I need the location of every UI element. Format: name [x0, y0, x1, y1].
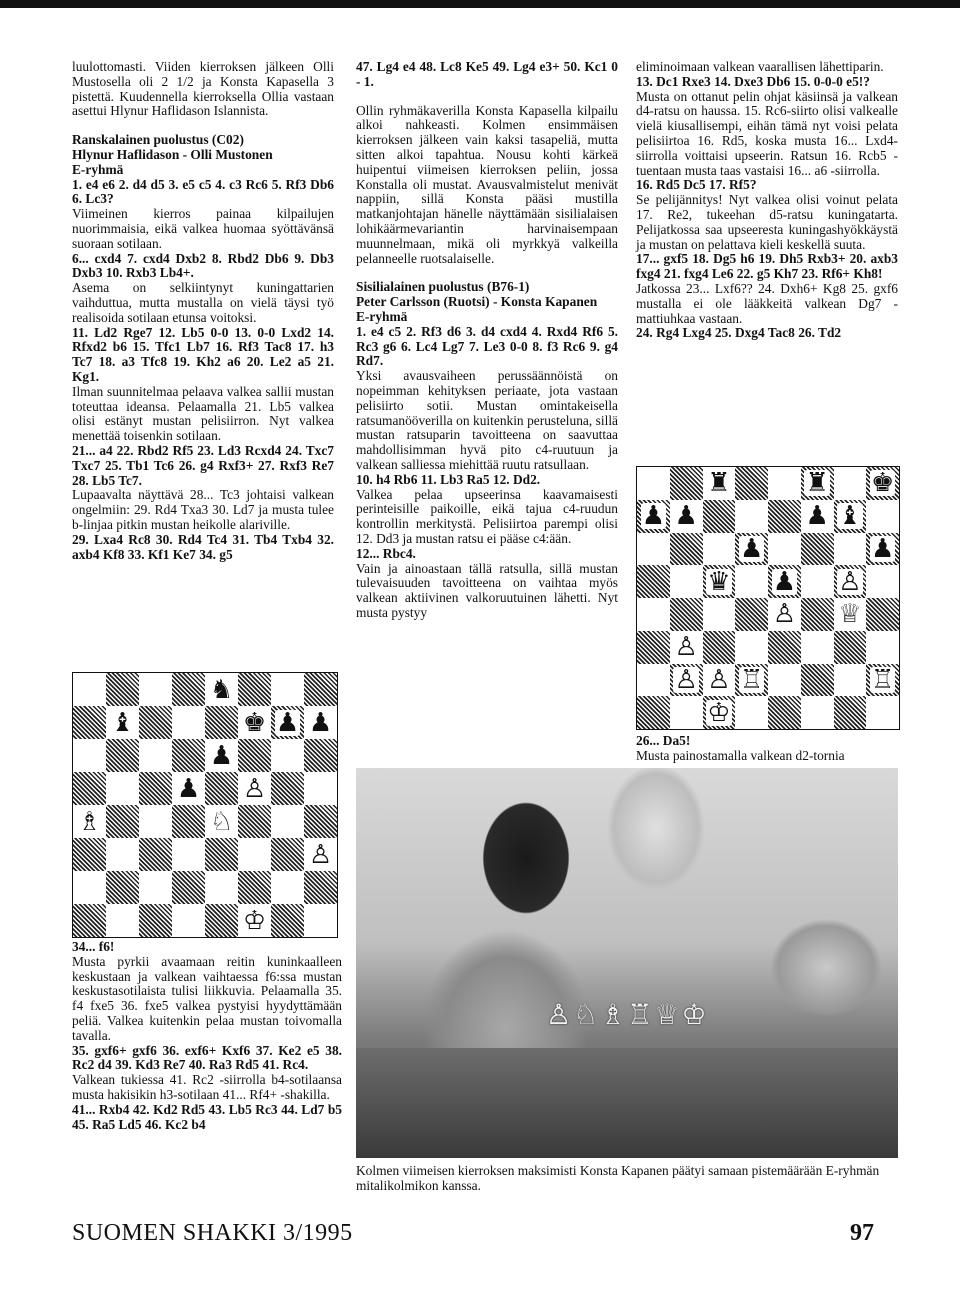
column3-paragraph: Jatkossa 23... Lxf6?? 24. Dxh6+ Kg8 25. gxf6 mustalla ei ole lääkkeitä valkean Dg7 -mattiuhkaa vastaan.	[636, 280, 898, 326]
board-square	[238, 772, 271, 805]
board-square	[768, 467, 801, 500]
board-square	[172, 904, 205, 937]
chess-piece-icon: ♘	[209, 806, 234, 837]
board-square	[106, 706, 139, 739]
page-number: 97	[850, 1220, 874, 1246]
board-square	[703, 631, 736, 664]
board-square	[271, 904, 304, 937]
column2-paragraph: 47. Lg4 e4 48. Lc8 Ke5 49. Lg4 e3+ 50. Kc1 0 - 1.	[356, 59, 618, 89]
chess-piece-icon: ♟	[176, 773, 201, 804]
board-square	[139, 805, 172, 838]
chess-piece-icon: ♟	[308, 707, 333, 738]
chess-piece-icon: ♟	[209, 740, 234, 771]
board-square	[73, 739, 106, 772]
board-square	[304, 772, 337, 805]
board-square	[637, 598, 670, 631]
board-square	[205, 739, 238, 772]
board-square	[801, 500, 834, 533]
photo-table	[356, 1048, 898, 1158]
chess-diagram-1	[72, 672, 338, 938]
column3-paragraph: 16. Rd5 Dc5 17. Rf5?	[636, 177, 757, 193]
board-square	[866, 565, 899, 598]
board-square	[670, 565, 703, 598]
column1b-paragraph: Valkean tukiessa 41. Rc2 -siirrolla b4-sotilaansa musta hakisikin h3-sotilaan 41... Rf4+ -shakilla.	[72, 1072, 342, 1102]
board-square	[637, 533, 670, 566]
board-square	[801, 696, 834, 729]
board-square	[139, 904, 172, 937]
board-square	[205, 772, 238, 805]
column1-paragraph: luulottomasti. Viiden kierroksen jälkeen Olli Mustosella oli 2 1/2 ja Konsta Kapasella 3 pistettä. Kuudennella kierroksella Ollia vastaan asettui Hlynur Haflidason Islannista.	[72, 59, 334, 119]
board-square	[670, 664, 703, 697]
board-square	[866, 467, 899, 500]
chess-piece-icon: ♟	[674, 501, 698, 532]
chess-piece-icon: ♝	[110, 707, 135, 738]
column2-paragraph: Vain ja ainoastaan tällä ratsulla, sillä mustan tulevaisuuden tavoitteena on vaihtaa myös valkean aktiivinen valkoruutuinen lähetti. Nyt musta pystyy	[356, 560, 618, 620]
chess-piece-icon: ♚	[242, 707, 267, 738]
column3-paragraph: Musta on ottanut pelin ohjat käsiinsä ja valkean d4-ratsu on haussa. 15. Rc6-siirto olisi valkealle vielä kiusallisempi, eihän tämä nyt voisi pelata pelisiirtoa 16. Rd5, koska musta 16... Lxd4-siirrolla voittaisi upseerin. Ratsun 16. Rcb5 -tuentaan musta taas vastaisi 16... a6 -siirrolla.	[636, 88, 898, 178]
board-square	[238, 673, 271, 706]
board-square	[670, 500, 703, 533]
diagram-2-text: Musta painostamalla valkean d2-tornia	[636, 747, 845, 763]
chess-piece-icon: ♜	[805, 468, 829, 499]
board-square	[768, 598, 801, 631]
board-square	[73, 706, 106, 739]
board-square	[801, 664, 834, 697]
board-square	[768, 500, 801, 533]
chess-piece-icon: ♕	[838, 599, 862, 630]
board-square	[834, 664, 867, 697]
board-square	[238, 706, 271, 739]
board-square	[703, 467, 736, 500]
chess-piece-icon: ♗	[77, 806, 102, 837]
board-square	[106, 904, 139, 937]
column1-paragraph: E-ryhmä	[72, 161, 124, 177]
column3-paragraph: eliminoimaan valkean vaarallisen lähettiparin.	[636, 59, 884, 74]
text-column-2	[356, 60, 618, 621]
board-square	[139, 772, 172, 805]
board-square	[238, 805, 271, 838]
board-square	[172, 673, 205, 706]
board-square	[73, 904, 106, 937]
board-square	[735, 533, 768, 566]
column1-paragraph: 1. e4 e6 2. d4 d5 3. e5 c5 4. c3 Rc6 5. Rf3 Db6 6. Lc3?	[72, 176, 334, 207]
column3-paragraph: 17... gxf5 18. Dg5 h6 19. Dh5 Rxb3+ 20. axb3 fxg4 21. fxg4 Le6 22. g5 Kh7 23. Rf6+ Kh8!	[636, 251, 898, 282]
tournament-photo	[356, 768, 898, 1158]
board-square	[637, 664, 670, 697]
board-square	[703, 598, 736, 631]
board-square	[73, 673, 106, 706]
board-square	[703, 533, 736, 566]
column2-paragraph: Valkea pelaa upseerinsa kaavamaisesti perinteisille paikoille, eikä tajua c4-ruudun kontrollin merkitystä. Pelisiirtoa parempi olisi 12. Dd3 ja mustan ratsu ei pääse c4:ään.	[356, 486, 618, 546]
board-square	[271, 673, 304, 706]
column2-paragraph: 12... Rbc4.	[356, 545, 416, 561]
board-square	[834, 631, 867, 664]
board-square	[106, 871, 139, 904]
column2-paragraph: E-ryhmä	[356, 308, 408, 324]
board-square	[703, 696, 736, 729]
board-square	[834, 500, 867, 533]
board-square	[866, 533, 899, 566]
column3-paragraph: Se pelijännitys! Nyt valkea olisi voinut pelata 17. Re2, tukeehan d5-ratsu kuningatarta. Pelijatkossa saa upseeresta kuningashyökkäystä ja mustan on pelattava kieli keskellä suuta.	[636, 192, 898, 252]
board-square	[703, 565, 736, 598]
board-square	[172, 739, 205, 772]
board-square	[703, 664, 736, 697]
board-square	[637, 467, 670, 500]
board-square	[768, 533, 801, 566]
chess-piece-icon: ♝	[838, 501, 862, 532]
column1-paragraph: 6... cxd4 7. cxd4 Dxb2 8. Rbd2 Db6 9. Db3 Dxb3 10. Rxb3 Lb4+.	[72, 250, 334, 281]
board-square	[271, 706, 304, 739]
board-square	[768, 664, 801, 697]
board-square	[139, 706, 172, 739]
column2-paragraph: Ollin ryhmäkaverilla Konsta Kapasella kilpailu alkoi nahkeasti. Kolmen ensimmäisen kierroksen jälkeen vain kaksi tasapeliä, mutta sitten alkoi tapahtua. Nousu kohti kärkeä huipentui viimeisen kierroksen peliin, jossa Konstalla oli mustat. Avausvalmistelut menivät nappiin, sillä Konsta pääsi mustilla matkanjohtajan hänelle näyttämään sisilialaisen lohikäärmevariantin harvinaisempaan muunnelmaan, mikä oli myrkkyä valkeilla pelanneelle ruotsalaiselle.	[356, 102, 618, 266]
text-column-3	[636, 60, 898, 341]
chess-piece-icon: ♙	[772, 599, 797, 630]
chess-piece-icon: ♙	[674, 664, 698, 695]
column1-paragraph: Hlynur Haflidason - Olli Mustonen	[72, 146, 273, 162]
board-square	[834, 533, 867, 566]
magazine-footer: SUOMEN SHAKKI 3/1995	[72, 1220, 353, 1246]
column1b-paragraph: 35. gxf6+ gxf6 36. exf6+ Kxf6 37. Ke2 e5 38. Rc2 d4 39. Kd3 Re7 40. Ra3 Rd5 41. Rc4.	[72, 1042, 342, 1073]
board-square	[304, 904, 337, 937]
board-square	[271, 805, 304, 838]
diagram-2-caption	[636, 734, 898, 764]
board-square	[73, 772, 106, 805]
board-square	[73, 805, 106, 838]
board-square	[735, 598, 768, 631]
board-square	[670, 696, 703, 729]
column2-paragraph: Yksi avausvaiheen perussäännöistä on nopeimman kehityksen periaate, jota vastaan pelisiirto sotii. Mustan omintakeisella ratsumanööverilla on kuitenkin perusteluna, sillä mustan ratsuparin tavoitteena on saavuttaa mahdollisimman hyvä pito c4-ruutuun ja valkean salliessa miehittää ruutu ratsullaan.	[356, 368, 618, 472]
text-column-1-continued	[72, 940, 342, 1132]
board-square	[703, 500, 736, 533]
board-square	[139, 673, 172, 706]
board-square	[205, 673, 238, 706]
chess-piece-icon: ♙	[674, 632, 698, 663]
chess-piece-icon: ♜	[707, 468, 731, 499]
board-square	[768, 565, 801, 598]
board-square	[801, 631, 834, 664]
chess-piece-icon: ♙	[838, 566, 862, 597]
chess-piece-icon: ♟	[870, 533, 895, 564]
chess-piece-icon: ♞	[209, 674, 234, 705]
board-square	[271, 772, 304, 805]
board-square	[172, 805, 205, 838]
board-square	[205, 871, 238, 904]
board-square	[801, 598, 834, 631]
board-square	[637, 696, 670, 729]
board-square	[73, 838, 106, 871]
board-square	[238, 838, 271, 871]
board-square	[834, 467, 867, 500]
board-square	[735, 664, 768, 697]
board-square	[735, 696, 768, 729]
board-square	[304, 673, 337, 706]
column1-paragraph: 29. Lxa4 Rc8 30. Rd4 Tc4 31. Tb4 Txb4 32. axb4 Kf8 33. Kf1 Ke7 34. g5	[72, 531, 334, 562]
board-square	[172, 706, 205, 739]
board-square	[106, 805, 139, 838]
board-square	[139, 871, 172, 904]
board-square	[670, 533, 703, 566]
board-square	[637, 631, 670, 664]
board-square	[801, 533, 834, 566]
board-square	[73, 871, 106, 904]
chess-piece-icon: ♔	[242, 905, 267, 936]
chess-piece-icon: ♟	[739, 533, 764, 564]
chess-piece-icon: ♟	[772, 566, 797, 597]
column1b-paragraph: 41... Rxb4 42. Kd2 Rd5 43. Lb5 Rc3 44. Ld7 b5 45. Ra5 Ld5 46. Kc2 b4	[72, 1101, 342, 1132]
column1b-paragraph: Musta pyrkii avaamaan reitin kuninkaalleen keskustaan ja valkean vaihtaessa f6:ssa mustan keskustasotilaista tulisi liikkuvia. Pelaamalla 35. f4 fxe5 36. fxe5 valkea pystyisi hyydyttämään peliä. Valkea kuitenkin pelaa mustan toivomalla tavalla.	[72, 953, 342, 1043]
top-rule	[0, 0, 960, 8]
column3-paragraph: 13. Dc1 Rxe3 14. Dxe3 Db6 15. 0-0-0 e5!?	[636, 73, 870, 89]
column3-paragraph: 24. Rg4 Lxg4 25. Dxg4 Tac8 26. Td2	[636, 325, 842, 341]
board-square	[304, 739, 337, 772]
column1-paragraph: Viimeinen kierros painaa kilpailujen nuorimmaisia, eikä valkea huomaa syöttävänsä suoraan sotilaan.	[72, 206, 334, 251]
chess-piece-icon: ♔	[707, 697, 731, 728]
column1-paragraph: Ranskalainen puolustus (C02)	[72, 132, 244, 148]
board-square	[866, 664, 899, 697]
column1-paragraph: 11. Ld2 Rge7 12. Lb5 0-0 13. 0-0 Lxd2 14. Rfxd2 b6 15. Tfc1 Lb7 16. Rf3 Tac8 17. h3 Tc7 18. a3 Tfc8 19. Kh2 a6 20. Le2 a5 21. Kg1.	[72, 324, 334, 384]
photo-caption: Kolmen viimeisen kierroksen maksimisti Konsta Kapanen päätyi samaan pistemäärään E-ryhmän mitalikolmikon kanssa.	[356, 1163, 880, 1193]
chess-piece-icon: ♛	[707, 566, 731, 597]
chess-piece-icon: ♙	[707, 664, 731, 695]
column1-paragraph: Lupaavalta näyttävä 28... Tc3 johtaisi valkean ongelmiin: 29. Rd4 Txa3 30. Ld7 ja musta tulee b-linjaa pitkin mustan heikolle alariville.	[72, 487, 334, 532]
board-square	[106, 838, 139, 871]
board-square	[304, 805, 337, 838]
board-square	[172, 772, 205, 805]
board-square	[768, 631, 801, 664]
board-square	[834, 696, 867, 729]
column2-paragraph: Peter Carlsson (Ruotsi) - Konsta Kapanen	[356, 294, 598, 310]
board-square	[304, 871, 337, 904]
column1-paragraph: Asema on selkiintynyt kuningattarien vaihduttua, mutta mustalla on vielä täysi työ realisoida sotilaan etunsa voitoksi.	[72, 280, 334, 325]
text-column-1	[72, 60, 334, 562]
board-square	[205, 706, 238, 739]
diagram-2-moves: 26... Da5!	[636, 733, 691, 748]
board-square	[866, 631, 899, 664]
board-square	[834, 565, 867, 598]
column1-paragraph: 21... a4 22. Rbd2 Rf5 23. Ld3 Rcxd4 24. Txc7 Txc7 25. Tb1 Tc6 26. g4 Rxf3+ 27. Rxf3 Re7 28. Lb5 Tc7.	[72, 442, 334, 488]
board-square	[735, 500, 768, 533]
chess-piece-icon: ♟	[805, 501, 829, 532]
chess-piece-icon: ♙	[308, 839, 333, 870]
board-square	[106, 673, 139, 706]
board-square	[735, 631, 768, 664]
chess-diagram-2	[636, 466, 900, 730]
photo-chess-pieces-icon: ♙♘♗♖♕♔	[546, 998, 709, 1031]
board-square	[304, 706, 337, 739]
board-square	[238, 739, 271, 772]
board-square	[172, 838, 205, 871]
column1b-paragraph: 34... f6!	[72, 939, 115, 954]
board-square	[768, 696, 801, 729]
board-square	[866, 598, 899, 631]
board-square	[205, 904, 238, 937]
board-square	[801, 467, 834, 500]
board-square	[801, 565, 834, 598]
board-square	[139, 739, 172, 772]
chess-piece-icon: ♖	[739, 664, 764, 695]
board-square	[304, 838, 337, 871]
board-square	[735, 565, 768, 598]
chess-piece-icon: ♟	[275, 707, 300, 738]
chess-piece-icon: ♙	[242, 773, 267, 804]
board-square	[670, 467, 703, 500]
chess-piece-icon: ♚	[870, 468, 895, 499]
board-square	[271, 739, 304, 772]
column2-paragraph: Sisilialainen puolustus (B76-1)	[356, 279, 530, 295]
board-square	[637, 565, 670, 598]
board-square	[271, 838, 304, 871]
board-square	[172, 871, 205, 904]
chess-piece-icon: ♖	[870, 664, 895, 695]
board-square	[106, 772, 139, 805]
column2-paragraph: 10. h4 Rb6 11. Lb3 Ra5 12. Dd2.	[356, 471, 541, 487]
board-square	[735, 467, 768, 500]
board-square	[205, 805, 238, 838]
board-square	[106, 739, 139, 772]
board-square	[637, 500, 670, 533]
board-square	[205, 838, 238, 871]
board-square	[271, 871, 304, 904]
board-square	[834, 598, 867, 631]
column1-paragraph: Ilman suunnitelmaa pelaava valkea sallii mustan toteuttaa ideansa. Pelaamalla 21. Lb5 valkea olisi estänyt mustan pelisiirron. Nyt valkea menettää toisenkin sotilaan.	[72, 383, 334, 444]
board-square	[670, 631, 703, 664]
board-square	[670, 598, 703, 631]
chess-piece-icon: ♟	[641, 501, 666, 532]
board-square	[238, 871, 271, 904]
board-square	[866, 500, 899, 533]
board-square	[238, 904, 271, 937]
board-square	[866, 696, 899, 729]
column2-paragraph: 1. e4 c5 2. Rf3 d6 3. d4 cxd4 4. Rxd4 Rf6 5. Rc3 g6 6. Lc4 Lg7 7. Le3 0-0 8. f3 Rc6 9. g4 Rd7.	[356, 323, 618, 369]
board-square	[139, 838, 172, 871]
